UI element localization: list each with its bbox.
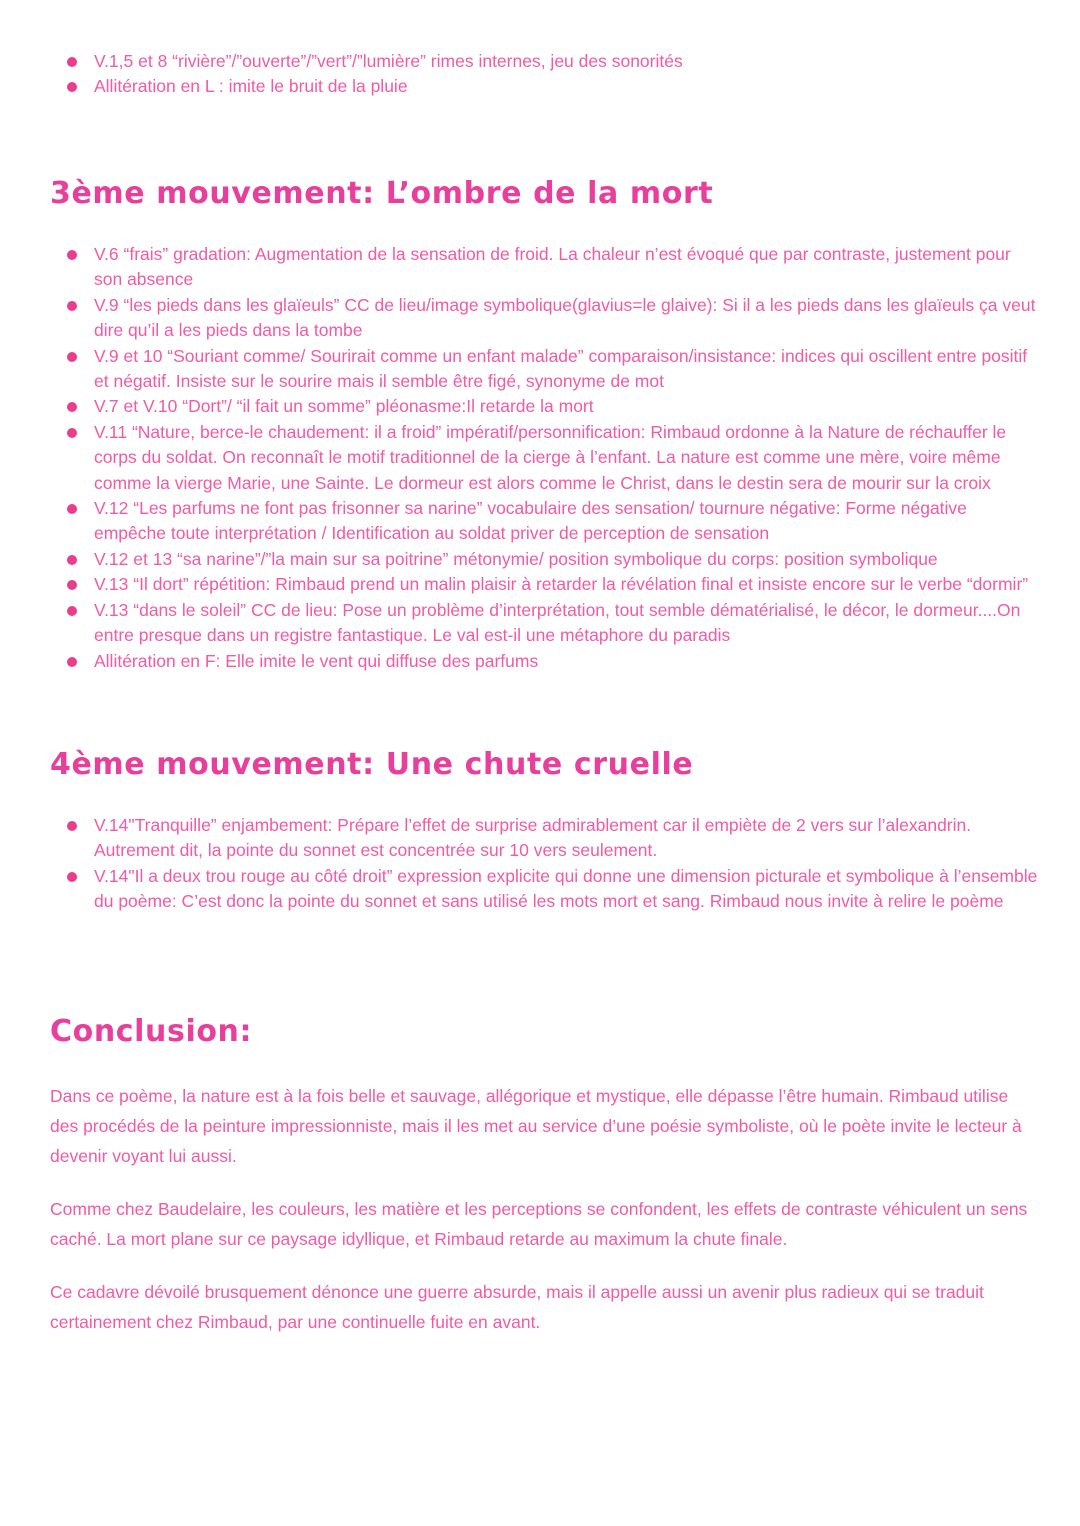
list-item: [0, 293, 1080, 344]
list-item: [0, 649, 1080, 674]
bullet-list-movement-3: [0, 242, 1080, 674]
bullet-dot-icon: [67, 402, 77, 412]
list-item-text: V.11 “Nature, berce-le chaudement: il a froid” impératif/personnification: Rimbaud ordonne à la Nature de réchauffer le corps du soldat. On reconnaît le motif traditionnel de la cierge à l’enfant. La nature est comme une mère, voire même comme la vierge Marie, une Sainte. Le dormeur est alors comme le Christ, dans le destin sera de mourir sur la croix: [94, 421, 1007, 493]
list-item-text: V.14"Il a deux trou rouge au côté droit” expression explicite qui donne une dimension picturale et symbolique à l’ensemble du poème: C’est donc la pointe du sonnet et sans utilisé les mots mort et sang. Rimbaud nous invite à relire le poème: [94, 865, 1038, 912]
bullet-dot-icon: [67, 555, 77, 565]
bullet-dot-icon: [67, 872, 77, 882]
list-item-text: V.9 “les pieds dans les glaïeuls” CC de lieu/image symbolique(glavius=le glaive): Si il a les pieds dans les glaïeuls ça veut dire qu’il a les pieds dans la tombe: [94, 294, 1036, 341]
list-item: [0, 813, 1080, 864]
bullet-dot-icon: [67, 301, 77, 311]
section-heading-conclusion: Conclusion:: [50, 1014, 253, 1049]
bullet-dot-icon: [67, 821, 77, 831]
bullet-dot-icon: [67, 352, 77, 362]
list-item-text: Allitération en L : imite le bruit de la pluie: [94, 76, 408, 97]
list-item-text: V.12 et 13 “sa narine”/”la main sur sa poitrine” métonymie/ position symbolique du corps: position symbolique: [94, 548, 938, 569]
bullet-dot-icon: [67, 428, 77, 438]
conclusion-paragraph: Dans ce poème, la nature est à la fois belle et sauvage, allégorique et mystique, elle dépasse l’être humain. Rimbaud utilise des procédés de la peinture impressionniste, mais il les met au service d’une poésie symboliste, où le poète invite le lecteur à devenir voyant lui aussi.: [50, 1086, 1022, 1166]
list-item: [0, 547, 1080, 572]
bullet-dot-icon: [67, 580, 77, 590]
list-item: [0, 864, 1080, 915]
list-item: [0, 74, 1080, 99]
bullet-dot-icon: [67, 57, 77, 67]
list-item: [0, 394, 1080, 419]
list-item-text: V.14"Tranquille” enjambement: Prépare l’effet de surprise admirablement car il empiète de 2 vers sur l’alexandrin. Autrement dit, la pointe du sonnet est concentrée sur 10 vers seulement.: [94, 815, 972, 861]
conclusion-paragraph: Ce cadavre dévoilé brusquement dénonce une guerre absurde, mais il appelle aussi un avenir plus radieux qui se traduit certainement chez Rimbaud, par une continuelle fuite en avant.: [50, 1282, 984, 1332]
bullet-dot-icon: [67, 250, 77, 260]
list-item-text: V.1,5 et 8 “rivière”/”ouverte”/”vert”/”lumière” rimes internes, jeu des sonorités: [94, 51, 683, 71]
list-item: [0, 420, 1080, 496]
list-item: [0, 344, 1080, 395]
bullet-dot-icon: [67, 657, 77, 667]
list-item-text: V.13 “Il dort” répétition: Rimbaud prend un malin plaisir à retarder la révélation final et insiste encore sur le verbe “dormir”: [94, 574, 1029, 595]
list-item: [0, 572, 1080, 597]
list-item: [0, 598, 1080, 649]
list-item-text: V.9 et 10 “Souriant comme/ Sourirait comme un enfant malade” comparaison/insistance: indices qui oscillent entre positif et négatif. Insiste sur le sourire mais il semble être figé, synonyme de mot: [94, 345, 1028, 392]
section-heading-movement-4: 4ème mouvement: Une chute cruelle: [50, 747, 694, 782]
list-item-text: V.12 “Les parfums ne font pas frisonner sa narine” vocabulaire des sensation/ tournure négative: Forme négative empêche toute interprétation / Identification au soldat priver de perception de sensation: [94, 498, 967, 544]
bullet-list-movement-4: [0, 813, 1080, 915]
list-item-text: V.6 “frais” gradation: Augmentation de la sensation de froid. La chaleur n’est évoqué que par contraste, justement pour son absence: [94, 244, 1011, 290]
list-item: [0, 49, 1080, 74]
list-item: [0, 496, 1080, 547]
list-item-text: Allitération en F: Elle imite le vent qui diffuse des parfums: [94, 650, 539, 671]
list-item: [0, 242, 1080, 293]
section-heading-movement-3: 3ème mouvement: L’ombre de la mort: [50, 176, 714, 211]
bullet-list-intro: [0, 49, 1080, 100]
conclusion-paragraph: Comme chez Baudelaire, les couleurs, les matière et les perceptions se confondent, les effets de contraste véhiculent un sens caché. La mort plane sur ce paysage idyllique, et Rimbaud retarde au maximum la chute finale.: [50, 1199, 1028, 1249]
list-item-text: V.7 et V.10 “Dort”/ “il fait un somme” pléonasme:Il retarde la mort: [94, 396, 594, 417]
bullet-dot-icon: [67, 82, 77, 92]
bullet-dot-icon: [67, 504, 77, 514]
bullet-dot-icon: [67, 606, 77, 616]
list-item-text: V.13 “dans le soleil” CC de lieu: Pose un problème d’interprétation, tout semble dématérialisé, le décor, le dormeur....On entre presque dans un registre fantastique. Le val est-il une métaphore du paradis: [94, 599, 1021, 646]
